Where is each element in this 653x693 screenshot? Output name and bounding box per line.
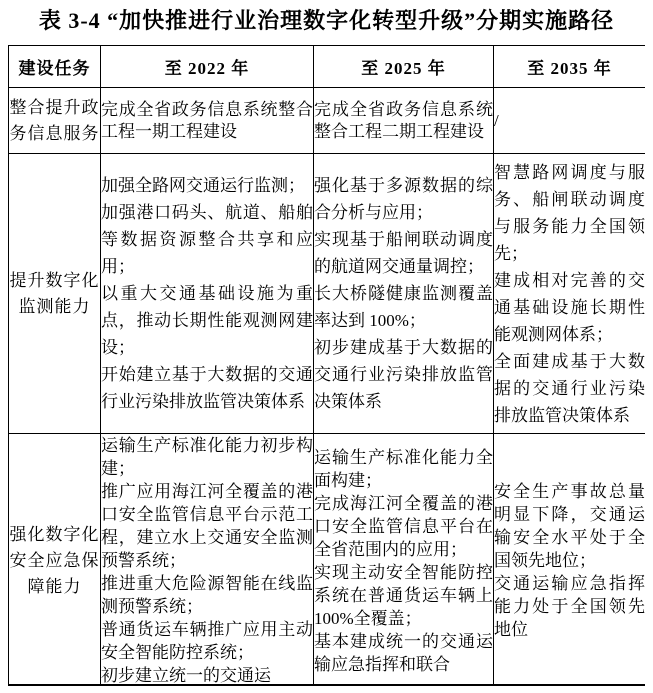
- task-label: 整合提升政务信息服务: [9, 88, 101, 154]
- cell-paragraph: 交通运输应急指挥能力处于全国领先地位: [494, 574, 645, 639]
- cell-paragraph: 完成全省政务信息系统整合工程一期工程建设: [101, 99, 313, 141]
- cell-paragraph: 长大桥隧健康监测覆盖率达到 100%；: [314, 284, 493, 330]
- table-row-gov-info-service: [9, 88, 646, 154]
- table-container: [8, 45, 645, 686]
- table-row-safety-emergency: [9, 434, 646, 687]
- cell-2035: [494, 88, 646, 154]
- column-header-task: 建设任务: [9, 46, 101, 88]
- cell-2025: [314, 154, 494, 434]
- cell-2025: [314, 88, 494, 154]
- cell-paragraph: 初步建立统一的交通运: [101, 666, 271, 685]
- implementation-path-table: [8, 45, 645, 686]
- cell-paragraph: 加强全路网交通运行监测；: [101, 176, 305, 195]
- header-row: [9, 46, 646, 88]
- column-header-2025: 至 2025 年: [314, 46, 494, 88]
- cell-paragraph: 实现基于船闸联动调度的航道网交通量调控；: [314, 230, 493, 276]
- cell-paragraph: /: [494, 110, 499, 130]
- cell-paragraph: 完成海江河全覆盖的港口安全监管信息平台在全省范围内的应用；: [314, 493, 493, 559]
- cell-paragraph: 加强港口码头、航道、船舶等数据资源整合共享和应用；: [101, 203, 313, 276]
- cell-2022: [101, 88, 314, 154]
- cell-2035: [494, 154, 646, 434]
- cell-paragraph: 普通货运车辆推广应用主动安全智能防控系统；: [101, 620, 313, 662]
- table-title: 表 3-4 “加快推进行业治理数字化转型升级”分期实施路径: [38, 8, 615, 33]
- cell-paragraph: 运输生产标准化能力全面构建；: [314, 447, 493, 490]
- cell-paragraph: 基本建成统一的交通运输应急指挥和联合: [314, 631, 493, 674]
- cell-paragraph: 智慧路网调度与服务、船闸联动调度与服务能力全国领先；: [494, 162, 645, 263]
- cell-paragraph: 推进重大危险源智能在线监测预警系统；: [101, 574, 313, 616]
- cell-paragraph: 开始建立基于大数据的交通行业污染排放监管决策体系: [101, 365, 313, 411]
- cell-2022: [101, 154, 314, 434]
- cell-paragraph: 实现主动安全智能防控系统在普通货运车辆上 100%全覆盖；: [314, 562, 493, 628]
- cell-2022: [101, 434, 314, 687]
- table-row-digital-monitoring: [9, 154, 646, 434]
- column-header-2022: 至 2022 年: [101, 46, 314, 88]
- column-header-2035: 至 2035 年: [494, 46, 646, 88]
- cell-paragraph: 以重大交通基础设施为重点，推动长期性能观测网建设；: [101, 284, 313, 357]
- cell-2025: [314, 434, 494, 687]
- cell-paragraph: 完成全省政务信息系统整合工程二期工程建设: [314, 99, 493, 141]
- cell-2035: [494, 434, 646, 687]
- cell-paragraph: 建成相对完善的交通基础设施长期性能观测网体系；: [494, 270, 645, 344]
- task-label: 强化数字化安全应急保障能力: [9, 434, 101, 687]
- cell-paragraph: 安全生产事故总量明显下降，交通运输安全水平处于全国领先地位；: [494, 482, 645, 570]
- cell-paragraph: 强化基于多源数据的综合分析与应用；: [314, 176, 493, 222]
- cell-paragraph: 初步建成基于大数据的交通行业污染排放监管决策体系: [314, 338, 493, 411]
- cell-paragraph: 全面建成基于大数据的交通行业污染排放监管决策体系: [494, 351, 645, 425]
- task-label: 提升数字化监测能力: [9, 154, 101, 434]
- cell-paragraph: 运输生产标准化能力初步构建；: [101, 436, 313, 478]
- cell-paragraph: 推广应用海江河全覆盖的港口安全监管信息平台示范工程，建立水上交通安全监测预警系统；: [101, 482, 313, 570]
